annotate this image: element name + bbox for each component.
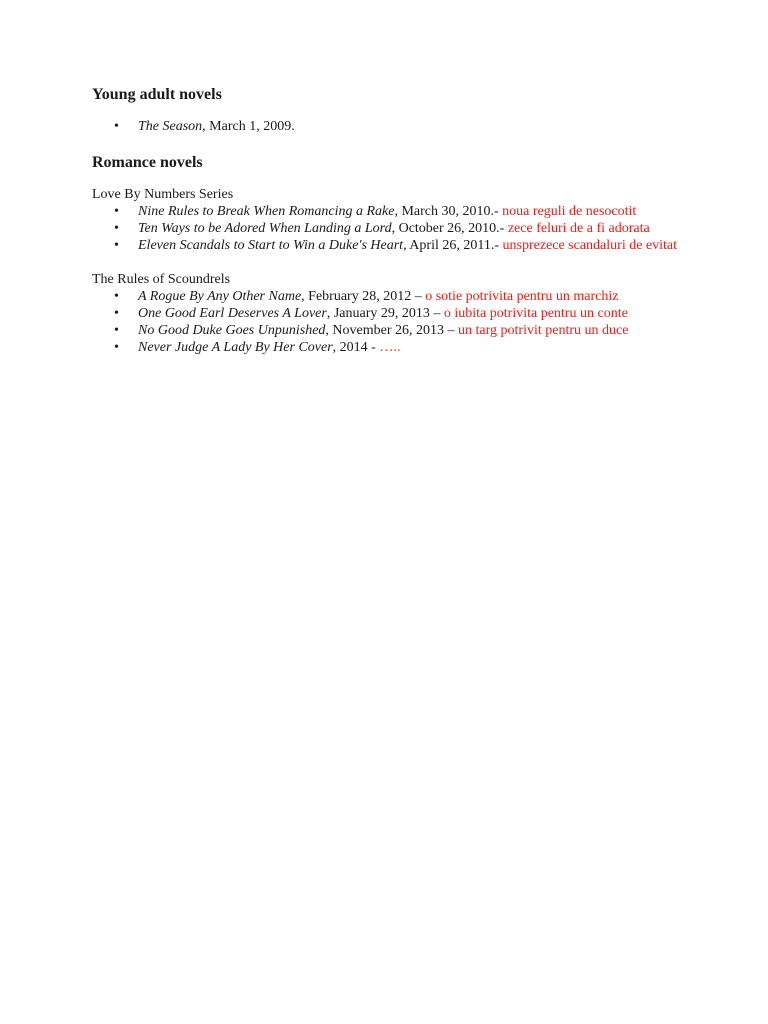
list-item <box>92 220 682 237</box>
book-date: , February 28, 2012 – <box>301 289 426 304</box>
book-translation: zece feluri de a fi adorata <box>507 221 650 236</box>
book-list-rules-of-scoundrels <box>92 288 682 356</box>
book-translation: un targ potrivit pentru un duce <box>458 323 629 338</box>
series-title-rules-of-scoundrels: The Rules of Scoundrels <box>92 272 231 287</box>
book-date: , March 30, 2010.- <box>394 204 503 219</box>
document-page <box>92 84 682 356</box>
bullet-icon: • <box>114 340 119 355</box>
list-item <box>92 288 682 305</box>
book-date: , November 26, 2013 – <box>325 323 459 338</box>
bullet-icon: • <box>114 306 119 321</box>
list-item <box>92 118 682 135</box>
book-translation: unsprezece scandaluri de evitat <box>502 238 678 253</box>
book-translation: ….. <box>379 340 401 355</box>
book-list-love-by-numbers <box>92 203 682 254</box>
list-item <box>92 339 682 356</box>
bullet-icon: • <box>114 221 119 236</box>
book-title: Ten Ways to be Adored When Landing a Lord <box>138 221 392 236</box>
section-heading-young-adult: Young adult novels <box>92 86 222 103</box>
book-title: One Good Earl Deserves A Lover <box>138 306 327 321</box>
book-translation: noua reguli de nesocotit <box>502 204 637 219</box>
section-heading-romance: Romance novels <box>92 154 203 171</box>
book-date: , March 1, 2009. <box>202 119 295 134</box>
book-title: The Season <box>138 119 203 134</box>
book-date: , October 26, 2010.- <box>391 221 508 236</box>
book-date: , April 26, 2011.- <box>403 238 503 253</box>
bullet-icon: • <box>114 204 119 219</box>
book-date: , January 29, 2013 – <box>326 306 444 321</box>
book-title: No Good Duke Goes Unpunished <box>138 323 326 338</box>
book-title: Eleven Scandals to Start to Win a Duke's Heart <box>138 238 404 253</box>
book-date: , 2014 - <box>332 340 380 355</box>
book-translation: o sotie potrivita pentru un marchiz <box>425 289 619 304</box>
bullet-icon: • <box>114 238 119 253</box>
list-item <box>92 203 682 220</box>
book-title: Nine Rules to Break When Romancing a Rake <box>138 204 395 219</box>
list-item <box>92 305 682 322</box>
list-item <box>92 322 682 339</box>
book-list-young-adult <box>92 118 682 135</box>
book-translation: o iubita potrivita pentru un conte <box>443 306 628 321</box>
book-title: Never Judge A Lady By Her Cover <box>138 340 333 355</box>
list-item <box>92 237 682 254</box>
bullet-icon: • <box>114 119 119 134</box>
book-title: A Rogue By Any Other Name <box>138 289 302 304</box>
series-title-love-by-numbers: Love By Numbers Series <box>92 187 234 202</box>
bullet-icon: • <box>114 323 119 338</box>
bullet-icon: • <box>114 289 119 304</box>
